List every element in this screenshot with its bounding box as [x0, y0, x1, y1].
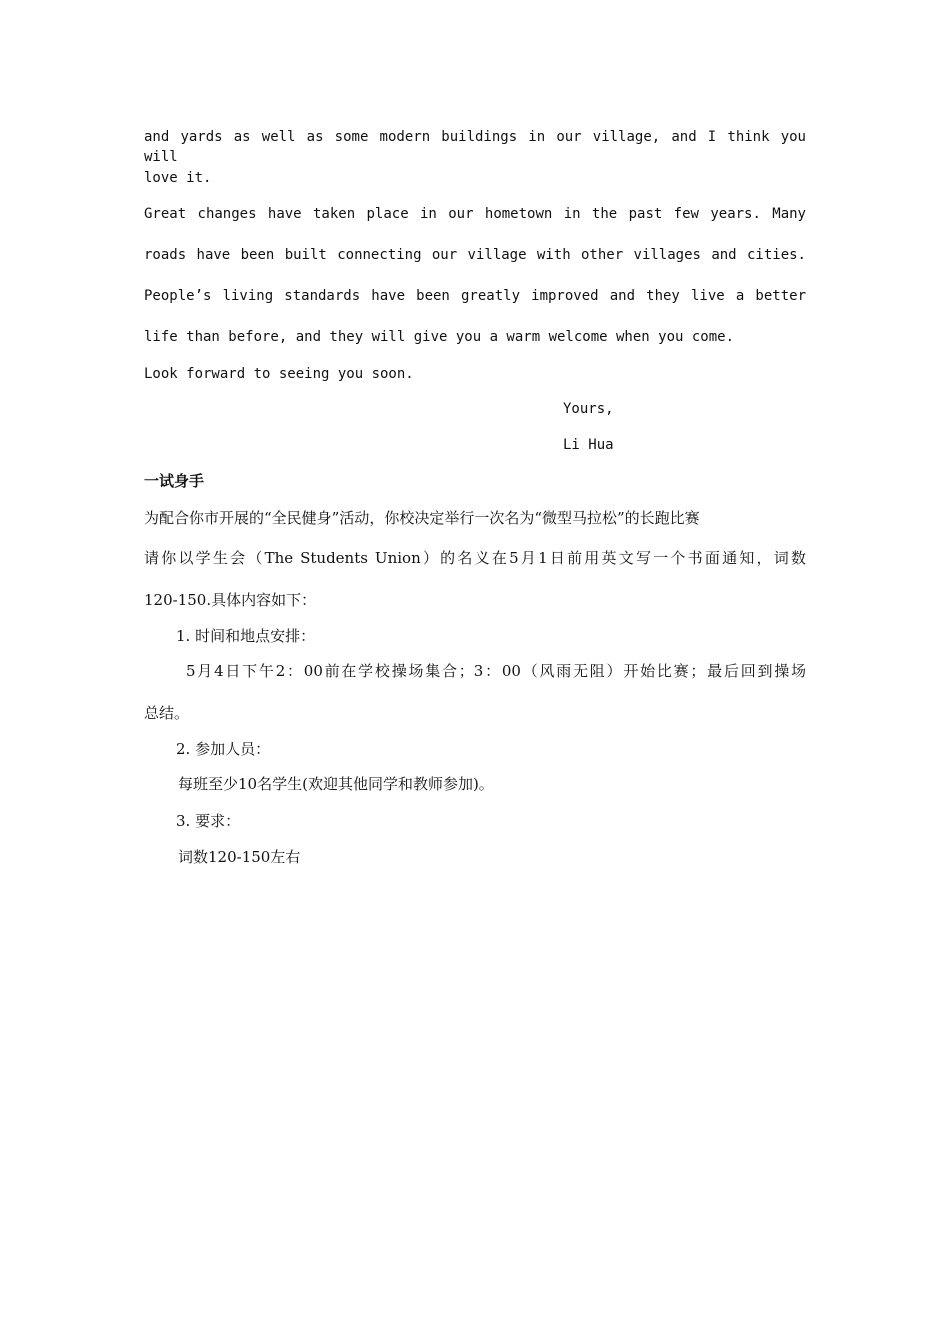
exercise-intro-line-3: 120-150.具体内容如下： [144, 591, 317, 609]
item-2-title: 2. 参加人员： [176, 740, 271, 758]
exercise-intro-line-2: 请你以学生会（The Students Union）的名义在5月1日前用英文写一个书面通知，词数 [144, 549, 806, 567]
letter-paragraph-2-line-3: People’s living standards have been greatly improved and they live a better [144, 288, 806, 304]
item-1-line-1: 5月4日下午2：00前在学校操场集合；3：00（风雨无阻）开始比赛；最后回到操场 [186, 662, 806, 680]
item-1-title: 1. 时间和地点安排： [176, 627, 316, 645]
letter-signature: Li Hua [563, 437, 614, 453]
letter-paragraph-2-line-2: roads have been built connecting our village with other villages and cities. [144, 247, 806, 263]
letter-paragraph-3: Look forward to seeing you soon. [144, 366, 414, 382]
letter-paragraph-1-line-1: and yards as well as some modern buildings in our village, and I think you will [144, 129, 806, 165]
exercise-heading: 一试身手 [144, 472, 205, 490]
letter-paragraph-2-line-1: Great changes have taken place in our hometown in the past few years. Many [144, 206, 806, 222]
item-3-title: 3. 要求： [176, 812, 241, 830]
item-1-line-2: 总结。 [144, 704, 190, 722]
letter-paragraph-2-line-4: life than before, and they will give you a warm welcome when you come. [144, 329, 735, 345]
item-2-body: 每班至少10名学生(欢迎其他同学和教师参加)。 [178, 775, 494, 793]
item-3-body: 词数120-150左右 [178, 848, 301, 866]
letter-paragraph-1-line-2: love it. [144, 170, 212, 186]
exercise-intro-line-1: 为配合你市开展的“全民健身”活动，你校决定举行一次名为“微型马拉松”的长跑比赛 [144, 509, 700, 527]
letter-closing: Yours, [563, 401, 614, 417]
